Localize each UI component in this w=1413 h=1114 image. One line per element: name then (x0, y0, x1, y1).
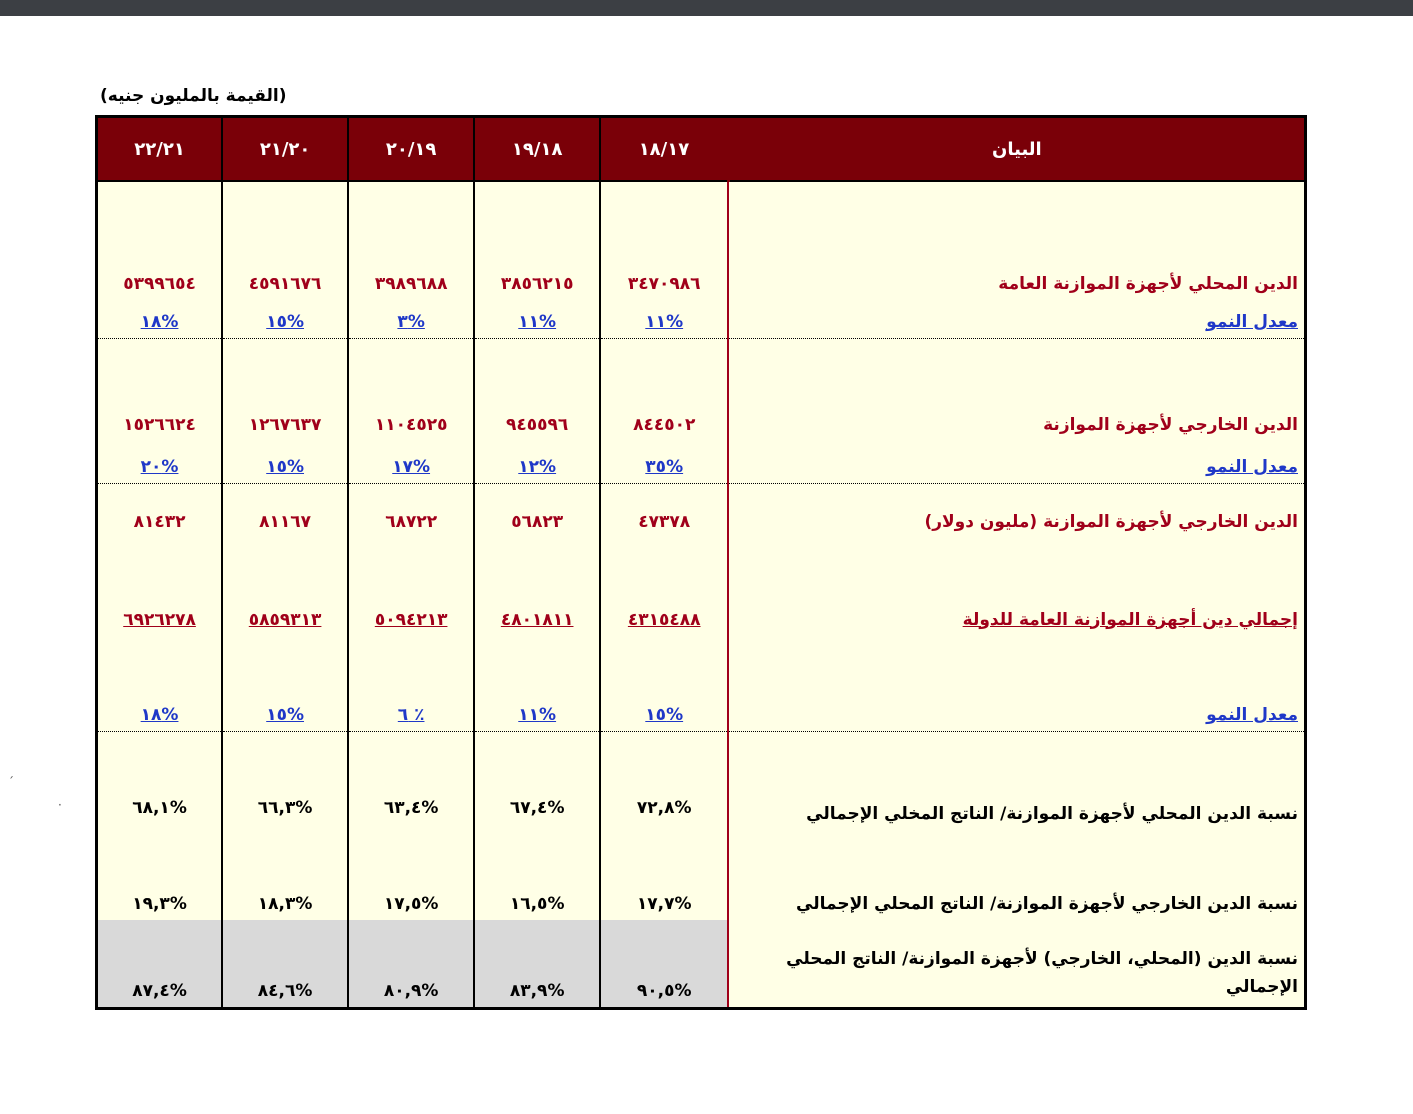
cell-value: %٦٧,٤ (474, 732, 600, 830)
header-year: ١٨/١٧ (600, 118, 728, 181)
cell-value: ٤٥٩١٦٧٦ (222, 181, 348, 300)
cell-value: %١٦,٥ (474, 830, 600, 920)
cell-value: %٨٧,٤ (98, 920, 222, 1007)
cell-value: ٥٠٩٤٢١٣ (348, 563, 474, 635)
header-year: ١٩/١٨ (474, 118, 600, 181)
row-label: نسبة الدين المحلي لأجهزة الموازنة/ الناتج المخلي الإجمالي (728, 732, 1304, 830)
cell-value: ٨٤٤٥٠٢ (600, 338, 728, 441)
row-label: نسبة الدين (المحلي، الخارجي) لأجهزة الموازنة/ الناتج المحلي الإجمالي (728, 920, 1304, 1007)
cell-value: %٩٠,٥ (600, 920, 728, 1007)
cell-value: %١٩,٣ (98, 830, 222, 920)
row-label: الدين الخارجي لأجهزة الموازنة (مليون دولار) (728, 483, 1304, 563)
growth-value[interactable]: %١٥ (222, 636, 348, 732)
cell-value: %٦٨,١ (98, 732, 222, 830)
unit-note: (القيمة بالمليون جنيه) (100, 86, 287, 106)
growth-value[interactable]: %٣٥ (600, 441, 728, 483)
cell-value: ٤٨٠١٨١١ (474, 563, 600, 635)
growth-value[interactable]: ٪ ٦ (348, 636, 474, 732)
cell-value: ٨١٤٣٢ (98, 483, 222, 563)
cell-value: ٥٦٨٢٣ (474, 483, 600, 563)
cell-value: %١٧,٧ (600, 830, 728, 920)
header-row (98, 118, 1304, 181)
cell-value: ٩٤٥٥٩٦ (474, 338, 600, 441)
cell-value: ١٥٢٦٦٢٤ (98, 338, 222, 441)
row-domestic-gdp (98, 732, 1304, 830)
cell-value: ١١٠٤٥٢٥ (348, 338, 474, 441)
stray-mark: ´ (8, 775, 14, 789)
row-total-debt (98, 563, 1304, 635)
window-top-bar (0, 0, 1413, 16)
cell-value: %٧٢,٨ (600, 732, 728, 830)
header-year: ٢٠/١٩ (348, 118, 474, 181)
growth-link[interactable]: معدل النمو (728, 441, 1304, 483)
row-label: الدين المحلي لأجهزة الموازنة العامة (728, 181, 1304, 300)
header-year: ٢٢/٢١ (98, 118, 222, 181)
cell-value: ٥٨٥٩٣١٣ (222, 563, 348, 635)
row-total-growth (98, 636, 1304, 732)
growth-value[interactable]: %١٨ (98, 636, 222, 732)
row-external-debt (98, 338, 1304, 441)
growth-value[interactable]: %١٥ (222, 441, 348, 483)
growth-link[interactable]: معدل النمو (728, 300, 1304, 338)
row-label: إجمالي دين أجهزة الموازنة العامة للدولة (728, 563, 1304, 635)
row-external-usd (98, 483, 1304, 563)
cell-value: %١٨,٣ (222, 830, 348, 920)
cell-value: %٨٣,٩ (474, 920, 600, 1007)
growth-value[interactable]: %١٨ (98, 300, 222, 338)
cell-value: ٤٣١٥٤٨٨ (600, 563, 728, 635)
cell-value: ٨١١٦٧ (222, 483, 348, 563)
cell-value: %٨٤,٦ (222, 920, 348, 1007)
row-external-growth (98, 441, 1304, 483)
growth-value[interactable]: %١١ (474, 636, 600, 732)
growth-value[interactable]: %١٥ (600, 636, 728, 732)
row-domestic-growth (98, 300, 1304, 338)
growth-value[interactable]: %٢٠ (98, 441, 222, 483)
cell-value: ٦٩٢٦٢٧٨ (98, 563, 222, 635)
cell-value: ٣٩٨٩٦٨٨ (348, 181, 474, 300)
growth-value[interactable]: %١١ (474, 300, 600, 338)
growth-value[interactable]: %٣ (348, 300, 474, 338)
row-total-gdp (98, 920, 1304, 1007)
cell-value: ١٢٦٧٦٣٧ (222, 338, 348, 441)
cell-value: %١٧,٥ (348, 830, 474, 920)
cell-value: ٦٨٧٢٢ (348, 483, 474, 563)
growth-value[interactable]: %١٢ (474, 441, 600, 483)
debt-table (98, 118, 1304, 1007)
cell-value: %٦٦,٣ (222, 732, 348, 830)
growth-value[interactable]: %١٧ (348, 441, 474, 483)
cell-value: ٤٧٣٧٨ (600, 483, 728, 563)
growth-value[interactable]: %١٥ (222, 300, 348, 338)
cell-value: %٦٣,٤ (348, 732, 474, 830)
growth-value[interactable]: %١١ (600, 300, 728, 338)
cell-value: ٥٣٩٩٦٥٤ (98, 181, 222, 300)
header-year: ٢١/٢٠ (222, 118, 348, 181)
row-domestic-debt (98, 181, 1304, 300)
row-label: نسبة الدين الخارجي لأجهزة الموازنة/ الناتج المحلي الإجمالي (728, 830, 1304, 920)
row-label: الدين الخارجي لأجهزة الموازنة (728, 338, 1304, 441)
growth-link[interactable]: معدل النمو (728, 636, 1304, 732)
cell-value: %٨٠,٩ (348, 920, 474, 1007)
stray-mark: · (58, 798, 62, 812)
row-external-gdp (98, 830, 1304, 920)
cell-value: ٣٨٥٦٢١٥ (474, 181, 600, 300)
cell-value: ٣٤٧٠٩٨٦ (600, 181, 728, 300)
header-label: البيان (728, 118, 1304, 181)
